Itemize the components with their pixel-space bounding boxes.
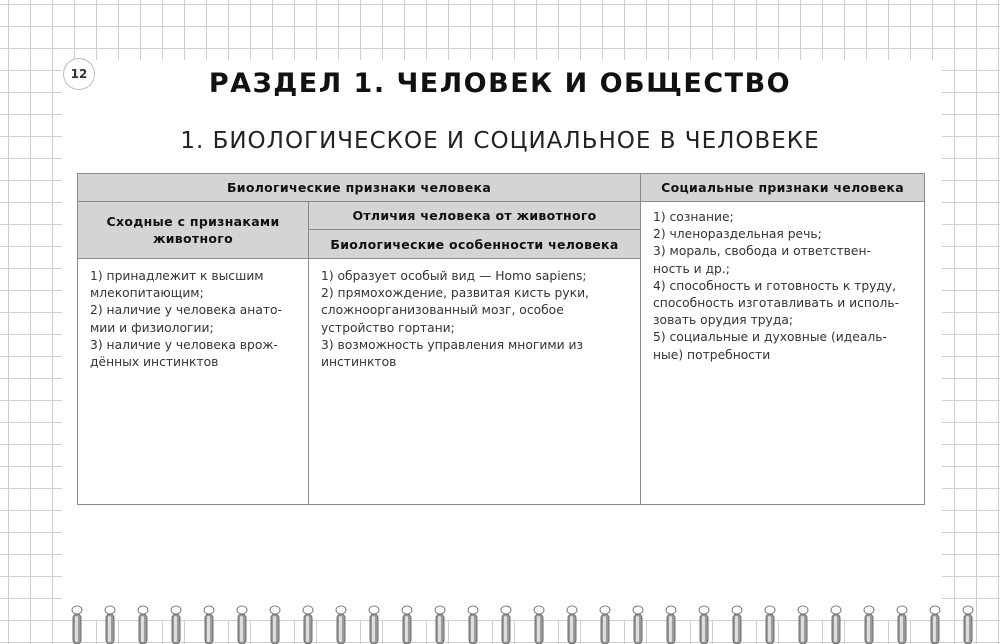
social-features-cell xyxy=(641,202,925,505)
list-item: 1) сознание; xyxy=(653,210,734,224)
list-item: 2) членораздельная речь; xyxy=(653,227,822,242)
list-item: ность и др.; xyxy=(653,261,730,276)
binding-ring xyxy=(105,606,115,644)
binding-ring xyxy=(567,606,577,644)
binding-ring xyxy=(468,606,478,644)
binding-ring xyxy=(732,606,742,644)
binding-ring xyxy=(930,606,940,644)
binding-ring xyxy=(204,606,214,644)
binding-ring xyxy=(402,606,412,644)
binding-ring xyxy=(435,606,445,644)
list-item: инстинктов xyxy=(321,355,397,370)
list-item: устройство гортани; xyxy=(321,320,455,335)
list-item: сложноорганизованный мозг, особое xyxy=(321,303,564,318)
spiral-binding xyxy=(0,602,1000,644)
list-item: 4) способность и готовность к труду, xyxy=(653,278,897,293)
binding-ring xyxy=(369,606,379,644)
header-similar: Сходные с признаками животного xyxy=(78,202,309,259)
section-title: РАЗДЕЛ 1. ЧЕЛОВЕК И ОБЩЕСТВО xyxy=(208,68,792,99)
binding-ring xyxy=(666,606,676,644)
page-number: 12 xyxy=(63,58,95,90)
binding-ring xyxy=(798,606,808,644)
binding-ring xyxy=(270,606,280,644)
comparison-table xyxy=(77,173,925,505)
binding-ring xyxy=(864,606,874,644)
binding-ring xyxy=(897,606,907,644)
binding-ring xyxy=(303,606,313,644)
list-item: дённых инстинктов xyxy=(90,355,219,370)
list-item: 1) образует особый вид — Homo sapiens; xyxy=(321,269,587,283)
list-item: зовать орудия труда; xyxy=(653,313,794,328)
list-item: 1) принадлежит к высшим xyxy=(90,269,264,283)
binding-ring xyxy=(171,606,181,644)
bio-features-cell xyxy=(309,259,641,505)
binding-ring xyxy=(600,606,610,644)
list-item: 2) наличие у человека анато- xyxy=(90,303,283,318)
binding-ring xyxy=(765,606,775,644)
list-item: мии и физиологии; xyxy=(90,320,214,335)
header-social: Социальные признаки человека xyxy=(641,174,925,202)
list-item: 5) социальные и духовные (идеаль- xyxy=(653,330,887,345)
binding-ring xyxy=(699,606,709,644)
list-item: 3) мораль, свобода и ответствен- xyxy=(653,244,871,259)
topic-title: 1. БИОЛОГИЧЕСКОЕ И СОЦИАЛЬНОЕ В ЧЕЛОВЕКЕ xyxy=(180,128,820,154)
list-item: млекопитающим; xyxy=(90,286,204,301)
binding-ring xyxy=(336,606,346,644)
binding-ring xyxy=(831,606,841,644)
binding-ring xyxy=(501,606,511,644)
binding-ring xyxy=(72,606,82,644)
binding-ring xyxy=(138,606,148,644)
header-differences: Отличия человека от животного xyxy=(309,202,641,230)
list-item: 3) наличие у человека врож- xyxy=(90,337,278,352)
binding-ring xyxy=(963,606,973,644)
list-item: 3) возможность управления многими из xyxy=(321,337,584,352)
header-bio-features: Биологические особенности человека xyxy=(309,230,641,259)
header-biological: Биологические признаки человека xyxy=(78,174,641,202)
list-item: 2) прямохождение, развитая кисть руки, xyxy=(321,286,589,301)
list-item: ные) потребности xyxy=(653,347,771,362)
list-item: способность изготавливать и исполь- xyxy=(653,296,900,311)
binding-ring xyxy=(534,606,544,644)
similar-features-cell xyxy=(78,259,309,505)
binding-ring xyxy=(237,606,247,644)
binding-ring xyxy=(633,606,643,644)
